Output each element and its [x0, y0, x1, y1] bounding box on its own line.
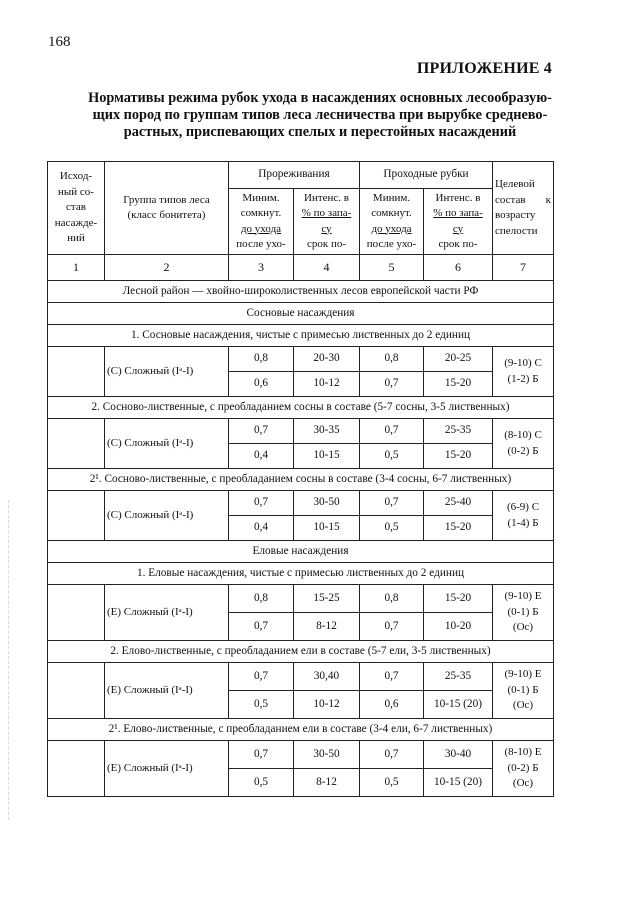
initial-composition-cell [48, 491, 105, 541]
header-passing-intensity: Интенс. в % по запа- су срок по- [424, 189, 493, 255]
passing-min-density-cell: 0,8 [360, 585, 424, 613]
thinning-intensity-cell: 30,40 [294, 663, 360, 691]
subgroup-heading: 1. Сосновые насаждения, чистые с примесью лиственных до 2 единиц [48, 325, 554, 347]
passing-min-density-cell: 0,5 [360, 769, 424, 797]
column-number: 2 [105, 255, 229, 281]
table-row [48, 491, 554, 516]
passing-intensity-cell: 15-20 [424, 585, 493, 613]
thinning-intensity-cell: 30-50 [294, 741, 360, 769]
header-forest-type-group: Группа типов леса (класс бонитета) [105, 162, 229, 255]
subgroup-heading: 2. Елово-лиственные, с преобладанием ели в составе (5-7 ели, 3-5 лиственных) [48, 641, 554, 663]
thinning-min-density-cell: 0,4 [229, 516, 294, 541]
column-number: 3 [229, 255, 294, 281]
passing-intensity-cell: 20-25 [424, 347, 493, 372]
table-row [48, 585, 554, 613]
passing-min-density-cell: 0,7 [360, 491, 424, 516]
column-number: 4 [294, 255, 360, 281]
header-thinning: Прореживания [229, 162, 360, 189]
passing-intensity-cell: 30-40 [424, 741, 493, 769]
thinning-min-density-cell: 0,5 [229, 691, 294, 719]
passing-min-density-cell: 0,7 [360, 372, 424, 397]
section-heading-spruce: Еловые насаждения [48, 541, 554, 563]
passing-intensity-cell: 10-15 (20) [424, 691, 493, 719]
target-composition-cell: (6-9) С (1-4) Б [493, 491, 554, 541]
thinning-min-density-cell: 0,4 [229, 444, 294, 469]
header-passing-cuts: Проходные рубки [360, 162, 493, 189]
thinning-min-density-cell: 0,7 [229, 419, 294, 444]
thinning-min-density-cell: 0,6 [229, 372, 294, 397]
passing-min-density-cell: 0,5 [360, 444, 424, 469]
forest-type-group-cell: (С) Сложный (Iᵃ-I) [105, 347, 229, 397]
title-line: растных, приспевающих спелых и перестойных насаждений [123, 124, 517, 140]
header-thinning-intensity: Интенс. в % по запа- су срок по- [294, 189, 360, 255]
thinning-min-density-cell: 0,8 [229, 347, 294, 372]
column-number: 5 [360, 255, 424, 281]
subgroup-heading: 2¹. Елово-лиственные, с преобладанием ели в составе (3-4 ели, 6-7 лиственных) [48, 719, 554, 741]
table-row [48, 663, 554, 691]
thinning-intensity-cell: 8-12 [294, 769, 360, 797]
passing-intensity-cell: 15-20 [424, 444, 493, 469]
passing-min-density-cell: 0,6 [360, 691, 424, 719]
table-row [48, 419, 554, 444]
subgroup-heading: 2. Сосново-лиственные, с преобладанием сосны в составе (5-7 сосны, 3-5 лиственных) [48, 397, 554, 419]
passing-intensity-cell: 10-20 [424, 613, 493, 641]
thinning-intensity-cell: 30-35 [294, 419, 360, 444]
passing-intensity-cell: 10-15 (20) [424, 769, 493, 797]
initial-composition-cell [48, 663, 105, 719]
thinning-min-density-cell: 0,5 [229, 769, 294, 797]
page-number: 168 [48, 34, 71, 50]
forest-type-group-cell: (Е) Сложный (Iᵃ-I) [105, 741, 229, 797]
column-number: 1 [48, 255, 105, 281]
passing-min-density-cell: 0,7 [360, 613, 424, 641]
subgroup-heading: 2¹. Сосново-лиственные, с преобладанием сосны в составе (3-4 сосны, 6-7 лиственных) [48, 469, 554, 491]
norms-table [47, 161, 554, 797]
appendix-heading: ПРИЛОЖЕНИЕ 4 [416, 60, 552, 77]
header-thinning-min-density: Миним. сомкнут. до ухода после ухо- [229, 189, 294, 255]
thinning-min-density-cell: 0,8 [229, 585, 294, 613]
thinning-intensity-cell: 30-50 [294, 491, 360, 516]
forest-type-group-cell: (С) Сложный (Iᵃ-I) [105, 491, 229, 541]
target-composition-cell: (8-10) Е (0-2) Б (Ос) [493, 741, 554, 797]
thinning-min-density-cell: 0,7 [229, 663, 294, 691]
initial-composition-cell [48, 741, 105, 797]
column-number: 6 [424, 255, 493, 281]
thinning-intensity-cell: 10-12 [294, 372, 360, 397]
passing-min-density-cell: 0,7 [360, 419, 424, 444]
target-composition-cell: (9-10) С (1-2) Б [493, 347, 554, 397]
header-passing-min-density: Миним. сомкнут. до ухода после ухо- [360, 189, 424, 255]
passing-min-density-cell: 0,8 [360, 347, 424, 372]
subgroup-heading: 1. Еловые насаждения, чистые с примесью лиственных до 2 единиц [48, 563, 554, 585]
forest-type-group-cell: (Е) Сложный (Iᵃ-I) [105, 663, 229, 719]
title-line: щих пород по группам типов леса лесничества при вырубке среднево- [92, 107, 548, 123]
passing-intensity-cell: 15-20 [424, 516, 493, 541]
initial-composition-cell [48, 585, 105, 641]
header-initial-composition: Исход- ный со- став насажде- ний [48, 162, 105, 255]
passing-min-density-cell: 0,7 [360, 663, 424, 691]
initial-composition-cell [48, 347, 105, 397]
section-heading-pine: Сосновые насаждения [48, 303, 554, 325]
forest-type-group-cell: (С) Сложный (Iᵃ-I) [105, 419, 229, 469]
passing-intensity-cell: 25-35 [424, 419, 493, 444]
document-title [40, 90, 600, 141]
target-composition-cell: (9-10) Е (0-1) Б (Ос) [493, 585, 554, 641]
thinning-min-density-cell: 0,7 [229, 741, 294, 769]
thinning-intensity-cell: 10-12 [294, 691, 360, 719]
thinning-min-density-cell: 0,7 [229, 613, 294, 641]
thinning-min-density-cell: 0,7 [229, 491, 294, 516]
thinning-intensity-cell: 10-15 [294, 516, 360, 541]
thinning-intensity-cell: 10-15 [294, 444, 360, 469]
thinning-intensity-cell: 15-25 [294, 585, 360, 613]
table-row [48, 347, 554, 372]
table-row [48, 741, 554, 769]
passing-intensity-cell: 25-35 [424, 663, 493, 691]
target-composition-cell: (8-10) С (0-2) Б [493, 419, 554, 469]
column-number: 7 [493, 255, 554, 281]
forest-type-group-cell: (Е) Сложный (Iᵃ-I) [105, 585, 229, 641]
forest-region-row: Лесной район — хвойно-широколиственных лесов европейской части РФ [48, 281, 554, 303]
scan-edge-line [8, 500, 10, 820]
header-target-composition: Целевой состав к возрасту спелости [493, 162, 554, 255]
passing-min-density-cell: 0,7 [360, 741, 424, 769]
thinning-intensity-cell: 20-30 [294, 347, 360, 372]
target-composition-cell: (9-10) Е (0-1) Б (Ос) [493, 663, 554, 719]
column-number-row [48, 255, 554, 281]
thinning-intensity-cell: 8-12 [294, 613, 360, 641]
passing-intensity-cell: 25-40 [424, 491, 493, 516]
passing-min-density-cell: 0,5 [360, 516, 424, 541]
title-line: Нормативы режима рубок ухода в насаждениях основных лесообразую- [88, 90, 552, 106]
initial-composition-cell [48, 419, 105, 469]
passing-intensity-cell: 15-20 [424, 372, 493, 397]
